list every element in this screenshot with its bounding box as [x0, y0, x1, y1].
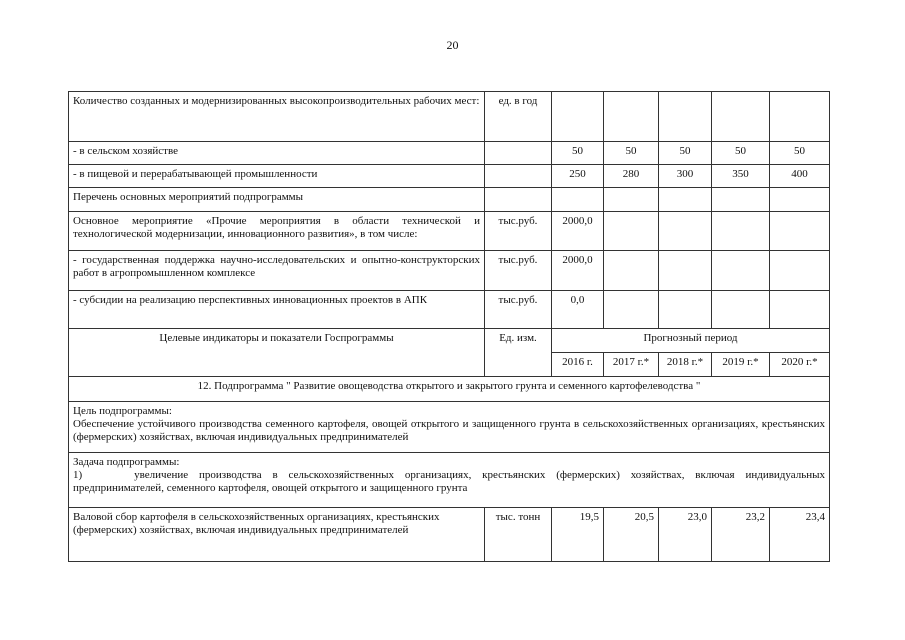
row-unit: тыс.руб. [485, 212, 552, 251]
table-row [69, 92, 830, 142]
cell-2019 [712, 212, 770, 251]
cell-2016: 2000,0 [552, 212, 604, 251]
row-name: Перечень основных мероприятий подпрограммы [69, 188, 485, 212]
row-unit: ед. в год [485, 92, 552, 142]
section-row [69, 377, 830, 402]
table-row [69, 508, 830, 562]
indicators-table [68, 91, 830, 562]
cell-2019 [712, 251, 770, 291]
cell-2018: 300 [659, 165, 712, 188]
cell-2019 [712, 291, 770, 329]
goal-label: Цель подпрограммы: [73, 405, 172, 417]
header-year-2016: 2016 г. [552, 353, 604, 377]
cell-2017: 280 [604, 165, 659, 188]
goal-text: Обеспечение устойчивого производства семенного картофеля, овощей открытого и защищенного грунта в сельскохозяйственных организациях, крестьянских (фермерских) хозяйствах, включая индивидуальных предпринимателей [73, 418, 825, 443]
cell-2017 [604, 212, 659, 251]
cell-2018 [659, 291, 712, 329]
cell-2017 [604, 251, 659, 291]
cell-2020 [770, 291, 830, 329]
task-number: 1) [73, 469, 83, 481]
section-title: 12. Подпрограмма " Развитие овощеводства открытого и закрытого грунта и семенного картофелеводства " [69, 377, 830, 402]
cell-2018: 23,0 [659, 508, 712, 562]
page-number: 20 [446, 38, 459, 52]
row-unit [485, 188, 552, 212]
cell-2020 [770, 251, 830, 291]
cell-2020 [770, 92, 830, 142]
row-name: - государственная поддержка научно-исследовательских и опытно-конструкторских работ в агропромышленном комплексе [69, 251, 485, 291]
cell-2018 [659, 212, 712, 251]
table-row [69, 188, 830, 212]
header-unit: Ед. изм. [485, 329, 552, 377]
cell-2018: 50 [659, 142, 712, 165]
cell-2017: 20,5 [604, 508, 659, 562]
cell-2019 [712, 92, 770, 142]
table-row [69, 142, 830, 165]
cell-2016 [552, 188, 604, 212]
row-unit: тыс.руб. [485, 291, 552, 329]
cell-2017 [604, 291, 659, 329]
task-cell [69, 453, 830, 508]
cell-2018 [659, 92, 712, 142]
row-unit [485, 142, 552, 165]
task-text: увеличение производства в сельскохозяйственных организациях, крестьянских (фермерских) хозяйствах, включая индивидуальных предпринимателей, семенного картофеля, овощей открытого и защищенного грунта [73, 469, 825, 494]
row-name: - в сельском хозяйстве [69, 142, 485, 165]
cell-2018 [659, 188, 712, 212]
cell-2017 [604, 92, 659, 142]
cell-2019 [712, 188, 770, 212]
header-year-2017: 2017 г.* [604, 353, 659, 377]
cell-2018 [659, 251, 712, 291]
cell-2016: 2000,0 [552, 251, 604, 291]
row-name: Количество созданных и модернизированных высокопроизводительных рабочих мест: [69, 92, 485, 142]
row-name: - в пищевой и перерабатывающей промышленности [69, 165, 485, 188]
row-unit: тыс. тонн [485, 508, 552, 562]
cell-2020 [770, 188, 830, 212]
header-year-2019: 2019 г.* [712, 353, 770, 377]
row-unit: тыс.руб. [485, 251, 552, 291]
cell-2020: 50 [770, 142, 830, 165]
cell-2016: 50 [552, 142, 604, 165]
header-year-2020: 2020 г.* [770, 353, 830, 377]
row-name: Основное мероприятие «Прочие мероприятия в области технической и технологической модернизации, инновационного развития», в том числе: [69, 212, 485, 251]
cell-2016 [552, 92, 604, 142]
header-indicators: Целевые индикаторы и показатели Госпрограммы [69, 329, 485, 377]
cell-2016: 19,5 [552, 508, 604, 562]
table-row [69, 212, 830, 251]
task-row [69, 453, 830, 508]
task-label: Задача подпрограммы: [73, 456, 180, 468]
cell-2017: 50 [604, 142, 659, 165]
row-unit [485, 165, 552, 188]
goal-cell [69, 402, 830, 453]
table-row [69, 165, 830, 188]
cell-2016: 0,0 [552, 291, 604, 329]
cell-2020: 400 [770, 165, 830, 188]
row-name: - субсидии на реализацию перспективных инновационных проектов в АПК [69, 291, 485, 329]
cell-2017 [604, 188, 659, 212]
table-header-row [69, 329, 830, 353]
cell-2019: 50 [712, 142, 770, 165]
cell-2019: 350 [712, 165, 770, 188]
header-forecast-period: Прогнозный период [552, 329, 830, 353]
header-year-2018: 2018 г.* [659, 353, 712, 377]
table-row [69, 251, 830, 291]
cell-2020: 23,4 [770, 508, 830, 562]
cell-2020 [770, 212, 830, 251]
cell-2019: 23,2 [712, 508, 770, 562]
row-name: Валовой сбор картофеля в сельскохозяйственных организациях, крестьянских (фермерских) хозяйствах, включая индивидуальных предпринимателей [69, 508, 485, 562]
table-row [69, 291, 830, 329]
cell-2016: 250 [552, 165, 604, 188]
goal-row [69, 402, 830, 453]
